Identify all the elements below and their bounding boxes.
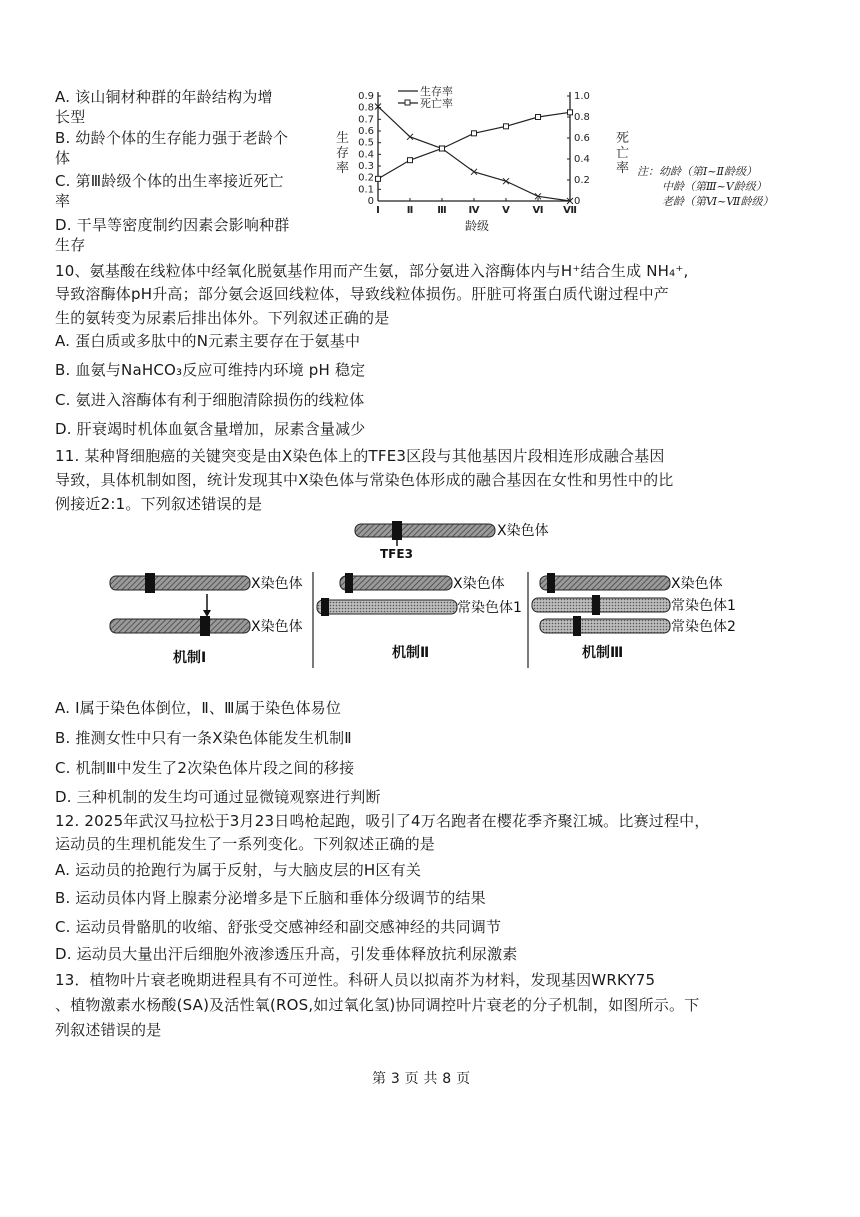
q10-stem-line2: 导致溶酶体pH升高；部分氨会返回线粒体，导致线粒体损伤。肝脏可将蛋白质代谢过程中产 xyxy=(55,285,670,303)
right-tick-label: 0.2 xyxy=(574,175,590,186)
left-axis-label-2: 存 xyxy=(336,146,350,161)
chart-note-1: 注：幼龄（第Ⅰ~Ⅱ龄级） xyxy=(637,165,758,178)
x-tick-label: Ⅶ xyxy=(563,205,577,216)
left-tick-label: 0.7 xyxy=(358,114,374,126)
q11-stem-line2: 导致，具体机制如图，统计发现其中X染色体与常染色体形成的融合基因在女性和男性中的比 xyxy=(55,471,674,489)
legend-survival-label: 生存率 xyxy=(420,85,453,98)
mortality-point xyxy=(504,124,509,129)
mech3-label-1: X染色体 xyxy=(671,576,723,592)
series-line-survival xyxy=(378,107,570,202)
left-tick-label: 0.6 xyxy=(358,126,374,137)
mech3-label-2: 常染色体1 xyxy=(671,598,736,614)
q9-option-a-line2: 长型 xyxy=(55,108,86,126)
left-tick-label: 0.2 xyxy=(358,172,374,184)
x-tick-label: Ⅱ xyxy=(406,205,414,216)
q9-option-c-line2: 率 xyxy=(55,192,71,210)
x-tick-label: Ⅵ xyxy=(532,205,544,216)
q13-stem-line1: 13．植物叶片衰老晚期进程具有不可逆性。科研人员以拟南芥为材料，发现基因WRKY75 xyxy=(55,971,656,989)
q12-stem-line2: 运动员的生理机能发生了一系列变化。下列叙述正确的是 xyxy=(55,835,436,853)
q10-option-d: D. 肝衰竭时机体血氨含量增加，尿素含量减少 xyxy=(55,420,366,438)
q11-option-a: A. I属于染色体倒位，Ⅱ、Ⅲ属于染色体易位 xyxy=(55,699,342,717)
legend-mortality-marker xyxy=(405,100,410,105)
x-tick-label: Ⅴ xyxy=(502,205,510,216)
right-tick-label: 0.4 xyxy=(574,154,590,165)
left-tick-label: 0.9 xyxy=(358,91,374,102)
right-axis-label-2: 亡 xyxy=(616,146,630,161)
q11-option-b: B. 推测女性中只有一条X染色体能发生机制Ⅱ xyxy=(55,729,352,747)
left-tick-label: 0.1 xyxy=(358,184,374,196)
q10-option-a: A. 蛋白质或多肽中的N元素主要存在于氨基中 xyxy=(55,332,361,350)
right-axis-label-3: 率 xyxy=(616,161,630,176)
chart-note-2: 中龄（第Ⅲ~Ⅴ龄级） xyxy=(662,180,767,193)
q11-option-d: D. 三种机制的发生均可通过显微镜观察进行判断 xyxy=(55,788,381,806)
tfe3-label: TFE3 xyxy=(380,547,413,561)
chart-axes xyxy=(358,91,590,216)
q13-stem-line2: 、植物激素水杨酸(SA)及活性氧(ROS,如过氧化氢)协同调控叶片衰老的分子机制，如图所示。下 xyxy=(55,996,700,1014)
mech2-title: 机制Ⅱ xyxy=(392,645,430,661)
right-tick-label: 0.6 xyxy=(574,133,590,144)
q9-option-b-line1: B. 幼龄个体的生存能力强于老龄个 xyxy=(55,129,289,147)
q13-stem-line3: 列叙述错误的是 xyxy=(55,1021,162,1039)
mech3-title: 机制Ⅲ xyxy=(582,645,624,661)
page-footer: 第 3 页 共 8 页 xyxy=(372,1071,471,1087)
mech1-label-2: X染色体 xyxy=(251,619,303,635)
mech2-label-2: 常染色体1 xyxy=(457,600,522,616)
mechanism-3 xyxy=(532,573,736,661)
mortality-point xyxy=(440,146,445,151)
q9-option-d-line2: 生存 xyxy=(55,236,86,254)
right-axis-label-1: 死 xyxy=(616,131,630,146)
left-tick-label: 0.8 xyxy=(358,102,374,114)
q9-option-d-line1: D. 干旱等密度制约因素会影响种群 xyxy=(55,216,290,234)
left-tick-label: 0.4 xyxy=(358,149,374,161)
mortality-point xyxy=(568,110,573,115)
mech2-label-1: X染色体 xyxy=(453,576,505,592)
chart-note-3: 老龄（第Ⅵ~Ⅶ龄级） xyxy=(662,195,774,208)
q12-option-b: B. 运动员体内肾上腺素分泌增多是下丘脑和垂体分级调节的结果 xyxy=(55,889,486,907)
q10-option-c: C. 氨进入溶酶体有利于细胞清除损伤的线粒体 xyxy=(55,391,365,409)
mortality-point xyxy=(408,158,413,163)
q12-option-a: A. 运动员的抢跑行为属于反射，与大脑皮层的H区有关 xyxy=(55,861,422,879)
mechanism-2 xyxy=(317,573,522,661)
chart-legend xyxy=(398,84,453,110)
left-tick-label: 0 xyxy=(367,196,374,207)
left-axis-label-3: 率 xyxy=(336,161,350,176)
right-tick-label: 1.0 xyxy=(574,91,590,102)
series-line-mortality xyxy=(378,112,570,179)
tfe3-segment xyxy=(392,521,402,540)
survival-mortality-chart xyxy=(330,82,630,232)
right-tick-label: 0 xyxy=(574,196,581,207)
right-tick-label: 0.8 xyxy=(574,112,590,123)
x-axis-label: 龄级 xyxy=(465,219,490,232)
mortality-point xyxy=(536,115,541,120)
x-tick-label: Ⅲ xyxy=(437,205,447,216)
mortality-point xyxy=(376,176,381,181)
q12-option-d: D. 运动员大量出汗后细胞外液渗透压升高，引发垂体释放抗利尿激素 xyxy=(55,945,518,963)
x-tick-label: Ⅰ xyxy=(376,205,380,216)
chart-marks xyxy=(375,104,573,205)
q12-stem-line1: 12. 2025年武汉马拉松于3月23日鸣枪起跑，吸引了4万名跑者在樱花季齐聚江城。比赛过程中， xyxy=(55,812,710,830)
q10-stem-line1: 10、氨基酸在线粒体中经氧化脱氨基作用而产生氨，部分氨进入溶酶体内与H⁺结合生成 NH₄⁺, xyxy=(55,262,689,280)
chromosome-fusion-figure xyxy=(95,520,750,670)
left-tick-label: 0.5 xyxy=(358,137,374,149)
mech1-label-1: X染色体 xyxy=(251,576,303,592)
survival-point xyxy=(407,134,413,140)
mechanism-1 xyxy=(110,573,303,666)
left-tick-label: 0.3 xyxy=(358,161,374,172)
mech3-label-3: 常染色体2 xyxy=(671,619,736,635)
q11-stem-line1: 11. 某种肾细胞癌的关键突变是由X染色体上的TFE3区段与其他基因片段相连形成融合基因 xyxy=(55,447,665,465)
q11-option-c: C. 机制Ⅲ中发生了2次染色体片段之间的移接 xyxy=(55,759,355,777)
x-tick-label: Ⅳ xyxy=(468,205,480,216)
legend-mortality-label: 死亡率 xyxy=(420,97,453,110)
q9-option-b-line2: 体 xyxy=(55,149,71,167)
q10-stem-line3: 生的氨转变为尿素后排出体外。下列叙述正确的是 xyxy=(55,309,390,327)
q11-stem-line3: 例接近2:1。下列叙述错误的是 xyxy=(55,495,263,513)
q9-option-c-line1: C. 第Ⅲ龄级个体的出生率接近死亡 xyxy=(55,172,284,190)
reference-x-chromosome xyxy=(355,521,549,561)
mortality-point xyxy=(472,131,477,136)
top-x-label: X染色体 xyxy=(497,523,549,539)
mech1-title: 机制Ⅰ xyxy=(173,650,207,666)
q10-option-b: B. 血氨与NaHCO₃反应可维持内环境 pH 稳定 xyxy=(55,361,366,379)
left-axis-label-1: 生 xyxy=(336,131,350,146)
q12-option-c: C. 运动员骨骼肌的收缩、舒张受交感神经和副交感神经的共同调节 xyxy=(55,918,502,936)
q9-option-a-line1: A. 该山铜材种群的年龄结构为增 xyxy=(55,88,273,106)
